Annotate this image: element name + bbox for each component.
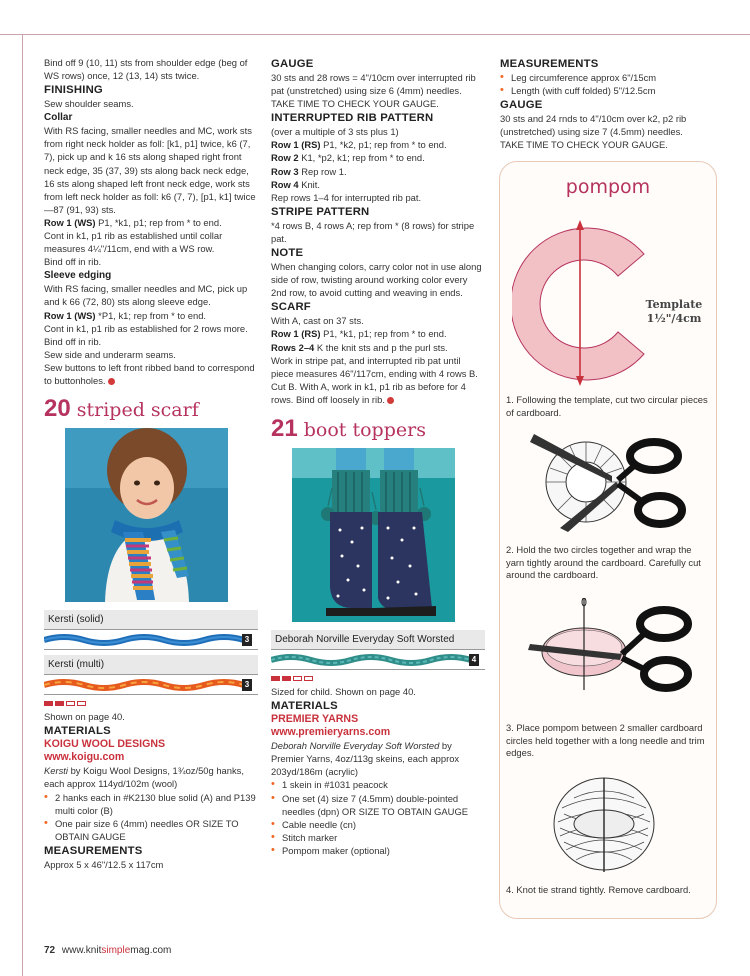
pompom-step-3 [506, 722, 710, 760]
step-text: 4. Knot tie strand tightly. Remove cardboard. [506, 884, 691, 895]
scarf-measurements-text: Approx 5 x 46"/12.5 x 117cm [44, 858, 164, 870]
step-text: 2. Hold the two circles together and wrap the yarn tightly around the cardboard. Carefully cut around the cardboard. [506, 544, 701, 580]
sleeve-text: With RS facing, smaller needles and MC, pick up and k 66 (72, 80) sts along sleeve edge. [44, 283, 248, 308]
sleeve-heading: Sleeve edging [44, 270, 112, 282]
template-label-group [634, 298, 714, 326]
scarf-work-text [271, 354, 485, 406]
boot-materials-heading: MATERIALS [271, 700, 338, 713]
skill-level-indicator-boot [271, 676, 485, 681]
yarn-swatch-boot [271, 630, 485, 670]
yarn-2-label: Kersti (multi) [44, 655, 258, 674]
page-footer [44, 945, 171, 956]
yarn-weight-badge-3: 4 [469, 654, 479, 666]
boot-toppers-title [271, 414, 485, 442]
intro-text: Bind off 9 (10, 11) sts from shoulder edge (beg of WS rows) once, 12 (13, 14) sts twice. [44, 57, 248, 82]
boot-yarn-name: Deborah Norville Everyday Soft Worsted [271, 740, 440, 752]
boot-sized: Sized for child. Shown on page 40. [271, 686, 416, 698]
scarf-heading: SCARF [271, 301, 311, 314]
rib-row [271, 165, 485, 178]
list-item: • One set (4) size 7 (4.5mm) double-pointed needles (dpn) OR SIZE TO OBTAIN GAUGE [271, 792, 485, 818]
row-text: K the knit sts and p the purl sts. [314, 341, 448, 353]
row-text: Rep row 1. [298, 165, 347, 177]
list-item: • Length (with cuff folded) 5"/12.5cm [500, 84, 714, 97]
scarf-row-1 [271, 327, 485, 340]
gauge-heading: GAUGE [271, 58, 314, 70]
boot-photo-illustration [292, 448, 455, 622]
boot-yarn-label: Deborah Norville Everyday Soft Worsted [271, 630, 485, 649]
scarf-shown-on: Shown on page 40. [44, 711, 125, 723]
template-label: Template [645, 298, 703, 311]
sew-buttons-text [44, 361, 258, 387]
rib-row [271, 138, 485, 151]
collar-bind-off: Bind off in rib. [44, 256, 102, 268]
boot-url[interactable]: www.premieryarns.com [271, 726, 391, 739]
step-2-scissors-illustration [524, 598, 700, 698]
row-label: Row 1 (RS) [271, 139, 321, 151]
collar-continue: Cont in k1, p1 rib as established until collar measures 4¼"/11cm, end with a WS row. [44, 230, 223, 255]
collar-text: With RS facing, smaller needles and MC, work sts from right neck holder as foll: [k1, p1] twice, k6 (7, 7), pick up and k 16 sts along shaped right front neck edge, 35 (37, 39) sts along back neck edge, 16 sts along shaped left front neck edge, work sts from left neck holder as foll: k6 (7, 7), [p1, k1] twice—87 (91, 93) sts. [44, 125, 256, 215]
pompom-panel [499, 161, 717, 919]
list-item: • Cable needle (cn) [271, 818, 485, 831]
sleeve-continue: Cont in k1, p1 rib as established for 2 rows more. Bind off in rib. [44, 322, 248, 347]
step-1-scissors-illustration [520, 428, 700, 536]
pompom-title: pompom [565, 176, 651, 198]
pompom-step-4 [506, 884, 710, 897]
pompom-step-2 [506, 544, 710, 582]
pompom-template-diagram [512, 206, 708, 386]
step-text: 1. Following the template, cut two circular pieces of cardboard. [506, 394, 708, 418]
yarn-1-strand [44, 630, 258, 649]
yarn-2-strand [44, 675, 258, 694]
scarf-title-text: striped scarf [76, 399, 199, 422]
scarf-photo [65, 428, 228, 602]
step-text: 3. Place pompom between 2 smaller cardboard circles held together with a long needle and trim edges. [506, 722, 705, 758]
footer-url-prefix[interactable]: www.knit [61, 945, 102, 956]
yarn-weight-badge: 3 [242, 634, 252, 646]
sleeve-row-1-text: *P1, k1; rep from * to end. [95, 309, 207, 321]
row-label: Row 1 (RS) [271, 328, 321, 340]
boot-gauge-check: TAKE TIME TO CHECK YOUR GAUGE. [500, 139, 668, 151]
yarn-2-bar [44, 674, 258, 695]
scarf-number: 20 [44, 395, 71, 423]
scarf-yarn-details: by Koigu Wool Designs, 1¾oz/50g hanks, each approx 114yd/102m (wool) [44, 765, 244, 790]
yarn-swatch-multi [44, 655, 258, 695]
row-text: P1, *k1, p1; rep from * to end. [320, 328, 447, 340]
boot-yarn-desc [271, 739, 485, 778]
scarf-photo-illustration [65, 428, 228, 602]
rib-row [271, 151, 485, 164]
row-text: P1, *k2, p1; rep from * to end. [320, 139, 447, 151]
row-text: K1, *p2, k1; rep from * to end. [298, 152, 425, 164]
end-mark-icon [387, 397, 394, 404]
list-item: • One pair size 6 (4mm) needles OR SIZE TO OBTAIN GAUGE [44, 817, 258, 843]
scarf-brand: KOIGU WOOL DESIGNS [44, 738, 166, 751]
rib-repeat: Rep rows 1–4 for interrupted rib pat. [271, 191, 422, 203]
sew-side-text: Sew side and underarm seams. [44, 348, 176, 360]
list-item: • Stitch marker [271, 831, 485, 844]
rib-multiple: (over a multiple of 3 sts plus 1) [271, 126, 399, 138]
yarn-swatch-solid [44, 610, 258, 650]
scarf-work-label: Work in stripe pat, and interrupted rib pat until piece measures 46"/117cm, ending with 4 rows B. Cut B. With A, work in k1, p1 rib as before for 4 rows. Bind off loosely in rib. [271, 354, 478, 405]
scarf-url[interactable]: www.koigu.com [44, 751, 125, 764]
list-item: • 1 skein in #1031 peacock [271, 778, 485, 791]
scarf-measurements-heading: MEASUREMENTS [44, 844, 143, 857]
yarn-1-label: Kersti (solid) [44, 610, 258, 629]
finishing-text: Sew shoulder seams. [44, 98, 134, 110]
column-1 [44, 56, 258, 871]
scarf-cast-on: With A, cast on 37 sts. [271, 315, 364, 327]
row-label: Row 4 [271, 178, 299, 190]
yarn-weight-badge-2: 3 [242, 679, 252, 691]
collar-row-1 [44, 216, 258, 229]
finishing-heading: FINISHING [44, 84, 103, 97]
scarf-rows-2-4 [271, 341, 485, 354]
note-text: When changing colors, carry color not in use along side of row, twisting around working color every 2nd row, to avoid cutting and weaving in ends. [271, 261, 482, 299]
template-size: 1½"/4cm [646, 312, 702, 325]
scarf-materials-heading: MATERIALS [44, 725, 111, 738]
sleeve-row-1 [44, 309, 258, 322]
row-text: Knit. [298, 178, 320, 190]
boot-measurements-heading: MEASUREMENTS [500, 58, 599, 70]
trim-line-top [0, 34, 750, 35]
skill-level-indicator [44, 701, 258, 706]
collar-heading: Collar [44, 112, 73, 124]
sew-buttons-label: Sew buttons to left front ribbed band to correspond to buttonholes. [44, 361, 255, 386]
boot-materials-list [271, 778, 485, 857]
row-label: Rows 2–4 [271, 341, 315, 353]
footer-url-mid[interactable]: simple [101, 945, 131, 956]
sleeve-row-1-label: Row 1 (WS) [44, 309, 96, 321]
scarf-yarn-name: Kersti [44, 765, 68, 777]
rib-row [271, 178, 485, 191]
note-heading: NOTE [271, 247, 304, 260]
boot-gauge-heading: GAUGE [500, 99, 543, 112]
list-item: • 2 hanks each in #K2130 blue solid (A) and P139 multi color (B) [44, 791, 258, 817]
row-label: Row 3 [271, 165, 299, 177]
yarn-1-bar [44, 629, 258, 650]
list-item: • Leg circumference approx 6"/15cm [500, 71, 714, 84]
gauge-check: TAKE TIME TO CHECK YOUR GAUGE. [271, 98, 439, 110]
stripe-pattern-heading: STRIPE PATTERN [271, 205, 370, 218]
footer-url-suffix[interactable]: mag.com [130, 945, 172, 956]
boot-title-text: boot toppers [303, 418, 426, 441]
pompom-step-1 [506, 394, 710, 419]
scarf-yarn-desc [44, 764, 258, 790]
boot-yarn-strand [271, 650, 485, 669]
boot-number: 21 [271, 414, 298, 442]
scarf-title [44, 395, 258, 423]
boot-gauge-text: 30 sts and 24 rnds to 4"/10cm over k2, p2 rib (unstretched) using size 7 (4.5mm) needles. [500, 113, 687, 138]
collar-row-1-text: P1, *k1, p1; rep from * to end. [95, 216, 222, 228]
boot-toppers-photo [292, 448, 455, 622]
boot-yarn-details: by Premier Yarns, 4oz/113g skeins, each approx 203yd/186m (acrylic) [271, 740, 460, 778]
trim-line-left [22, 34, 23, 976]
step-3-pompom-illustration [534, 768, 674, 878]
gauge-text: 30 sts and 28 rows = 4"/10cm over interrupted rib pat (unstretched) using size 6 (4mm) needles. [271, 72, 476, 97]
boot-yarn-bar [271, 649, 485, 670]
collar-row-1-label: Row 1 (WS) [44, 216, 96, 228]
list-item: • Pompom maker (optional) [271, 844, 485, 857]
end-mark-icon [108, 378, 115, 385]
column-3 [500, 56, 714, 151]
scarf-materials-list [44, 791, 258, 843]
boot-measurements-list [500, 71, 714, 97]
rib-pattern-heading: INTERRUPTED RIB PATTERN [271, 112, 434, 125]
row-label: Row 2 [271, 152, 299, 164]
page-number: 72 [44, 945, 56, 956]
boot-brand: PREMIER YARNS [271, 713, 359, 726]
stripe-text: *4 rows B, 4 rows A; rep from * (8 rows) for stripe pat. [271, 219, 475, 244]
column-2 [271, 56, 485, 857]
